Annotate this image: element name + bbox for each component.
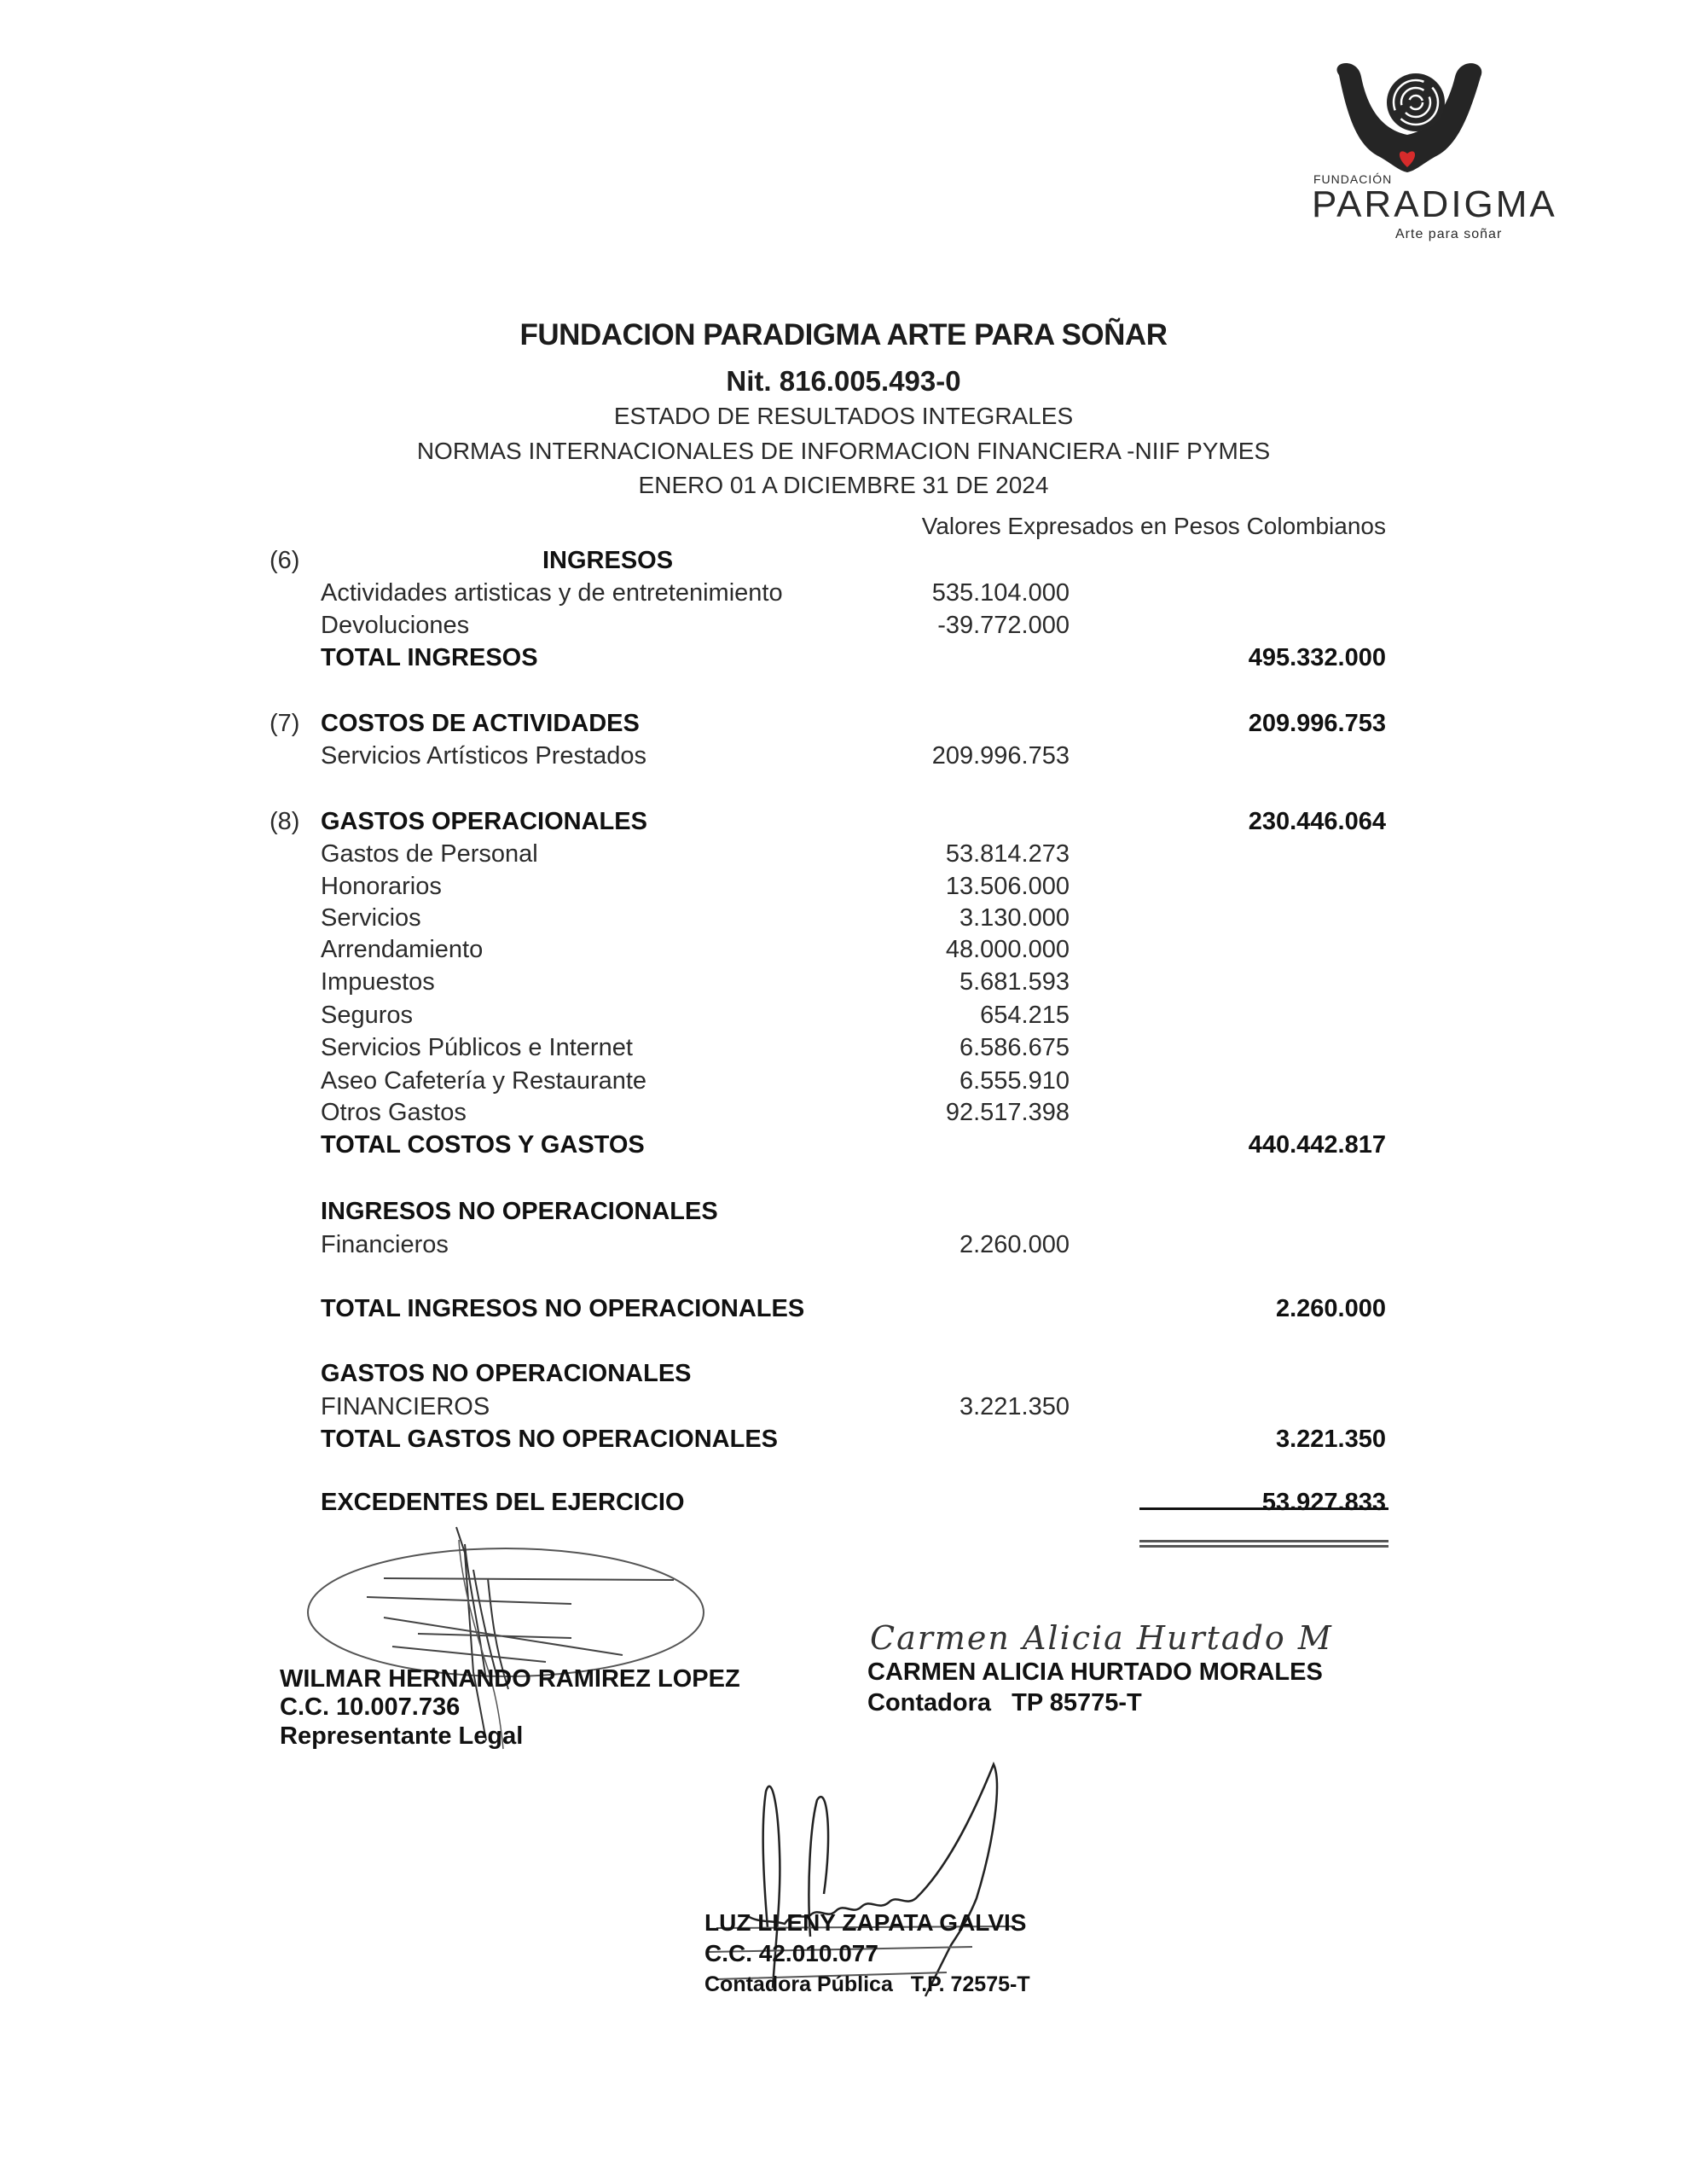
- line-item: [0, 903, 1687, 933]
- total-label: TOTAL COSTOS Y GASTOS: [321, 1131, 645, 1159]
- section-total: 209.996.753: [1248, 710, 1386, 737]
- logo-brand: PARADIGMA: [1312, 183, 1557, 225]
- ingresos-heading-row: [0, 545, 1687, 576]
- line-item: [0, 1229, 1687, 1260]
- logo-small-text: FUNDACIÓN: [1313, 172, 1393, 186]
- line-item: [0, 1000, 1687, 1031]
- public-accountant-id: C.C. 42.010.077: [704, 1940, 878, 1966]
- line-item-value: 654.215: [980, 1002, 1070, 1029]
- line-item: [0, 1066, 1687, 1096]
- company-title: FUNDACION PARADIGMA ARTE PARA SOÑAR: [519, 318, 1168, 351]
- accountant-name: CARMEN ALICIA HURTADO MORALES: [867, 1658, 1323, 1686]
- total-label: TOTAL INGRESOS NO OPERACIONALES: [321, 1295, 805, 1322]
- costos-heading-row: [0, 708, 1687, 739]
- excedentes-value: 53.927.833: [1261, 1489, 1386, 1516]
- section-heading: GASTOS NO OPERACIONALES: [321, 1360, 692, 1387]
- logo-mark-icon: [1279, 51, 1552, 179]
- double-underline-bottom: [1139, 1545, 1388, 1548]
- section-heading: INGRESOS NO OPERACIONALES: [321, 1198, 718, 1225]
- line-item-label: Gastos de Personal: [321, 840, 538, 868]
- line-item-value: 5.681.593: [959, 968, 1070, 996]
- line-item-value: -39.772.000: [937, 612, 1070, 639]
- section-total: 230.446.064: [1248, 808, 1386, 835]
- section-heading: COSTOS DE ACTIVIDADES: [321, 710, 640, 737]
- line-item-value: 6.586.675: [959, 1034, 1070, 1061]
- legal-rep-role: Representante Legal: [280, 1722, 524, 1750]
- total-value: 2.260.000: [1275, 1295, 1386, 1322]
- line-item-value: 3.130.000: [959, 904, 1070, 932]
- excedentes-row: [0, 1487, 1687, 1518]
- excedentes-label: EXCEDENTES DEL EJERCICIO: [321, 1489, 685, 1516]
- line-item-label: Honorarios: [321, 873, 442, 900]
- total-value: 440.442.817: [1248, 1131, 1386, 1159]
- total-label: TOTAL GASTOS NO OPERACIONALES: [321, 1426, 779, 1453]
- line-item-label: Servicios: [321, 904, 421, 932]
- line-item: [0, 578, 1687, 608]
- total-row: [0, 1293, 1687, 1324]
- line-item-label: Impuestos: [321, 968, 435, 996]
- company-nit: Nit. 816.005.493-0: [726, 365, 961, 397]
- total-value: 3.221.350: [1275, 1426, 1386, 1453]
- line-item-label: Seguros: [321, 1002, 414, 1029]
- line-item-label: Actividades artisticas y de entretenimiento: [321, 579, 783, 607]
- reporting-period: ENERO 01 A DICIEMBRE 31 DE 2024: [638, 472, 1049, 498]
- total-label: TOTAL INGRESOS: [321, 644, 538, 671]
- line-item: [0, 610, 1687, 641]
- accountant-role: Contadora TP 85775-T: [867, 1689, 1142, 1716]
- section-heading: GASTOS OPERACIONALES: [321, 808, 647, 835]
- logo-tagline: Arte para soñar: [1395, 227, 1503, 241]
- public-accountant-name: LUZ LLENY ZAPATA GALVIS: [704, 1909, 1027, 1936]
- line-item-value: 3.221.350: [959, 1393, 1070, 1420]
- total-row: [0, 1424, 1687, 1455]
- accountant-handwritten-signature: Carmen Alicia Hurtado M: [870, 1619, 1333, 1657]
- legal-rep-id: C.C. 10.007.736: [280, 1693, 461, 1721]
- line-item-value: 2.260.000: [959, 1231, 1070, 1258]
- line-item: [0, 871, 1687, 902]
- public-accountant-role: Contadora Pública T.P. 72575-T: [704, 1972, 1030, 1996]
- gastos-heading-row: [0, 806, 1687, 837]
- line-item: [0, 967, 1687, 997]
- statement-title: ESTADO DE RESULTADOS INTEGRALES: [613, 403, 1074, 429]
- note-ref: (6): [270, 547, 300, 574]
- ingresos-no-op-heading-row: [0, 1196, 1687, 1227]
- double-underline-top: [1139, 1540, 1388, 1542]
- line-item: [0, 1391, 1687, 1422]
- line-item: [0, 1032, 1687, 1063]
- line-item: [0, 934, 1687, 965]
- line-item-value: 535.104.000: [931, 579, 1070, 607]
- total-value: 495.332.000: [1248, 644, 1386, 671]
- legal-rep-name: WILMAR HERNANDO RAMIREZ LOPEZ: [280, 1665, 740, 1693]
- accounting-standard: NORMAS INTERNACIONALES DE INFORMACION FINANCIERA -NIIF PYMES: [416, 438, 1271, 464]
- line-item-label: Aseo Cafetería y Restaurante: [321, 1067, 647, 1095]
- section-heading: INGRESOS: [542, 547, 674, 574]
- line-item-value: 209.996.753: [931, 742, 1070, 770]
- line-item-label: Arrendamiento: [321, 936, 484, 963]
- line-item-value: 92.517.398: [945, 1099, 1070, 1126]
- gastos-no-op-heading-row: [0, 1358, 1687, 1389]
- line-item-label: FINANCIEROS: [321, 1393, 490, 1420]
- line-item-value: 53.814.273: [945, 840, 1070, 868]
- note-ref: (7): [270, 710, 300, 737]
- line-item-label: Servicios Artísticos Prestados: [321, 742, 646, 770]
- line-item-label: Financieros: [321, 1231, 449, 1258]
- line-item: [0, 839, 1687, 869]
- total-row: [0, 642, 1687, 673]
- line-item-label: Devoluciones: [321, 612, 470, 639]
- line-item: [0, 741, 1687, 771]
- line-item: [0, 1097, 1687, 1128]
- line-item-value: 13.506.000: [945, 873, 1070, 900]
- note-ref: (8): [270, 808, 300, 835]
- line-item-value: 48.000.000: [945, 936, 1070, 963]
- total-row: [0, 1130, 1687, 1160]
- line-item-label: Servicios Públicos e Internet: [321, 1034, 633, 1061]
- line-item-label: Otros Gastos: [321, 1099, 467, 1126]
- currency-note: Valores Expresados en Pesos Colombianos: [921, 513, 1386, 539]
- line-item-value: 6.555.910: [959, 1067, 1070, 1095]
- foundation-logo: [1279, 51, 1557, 247]
